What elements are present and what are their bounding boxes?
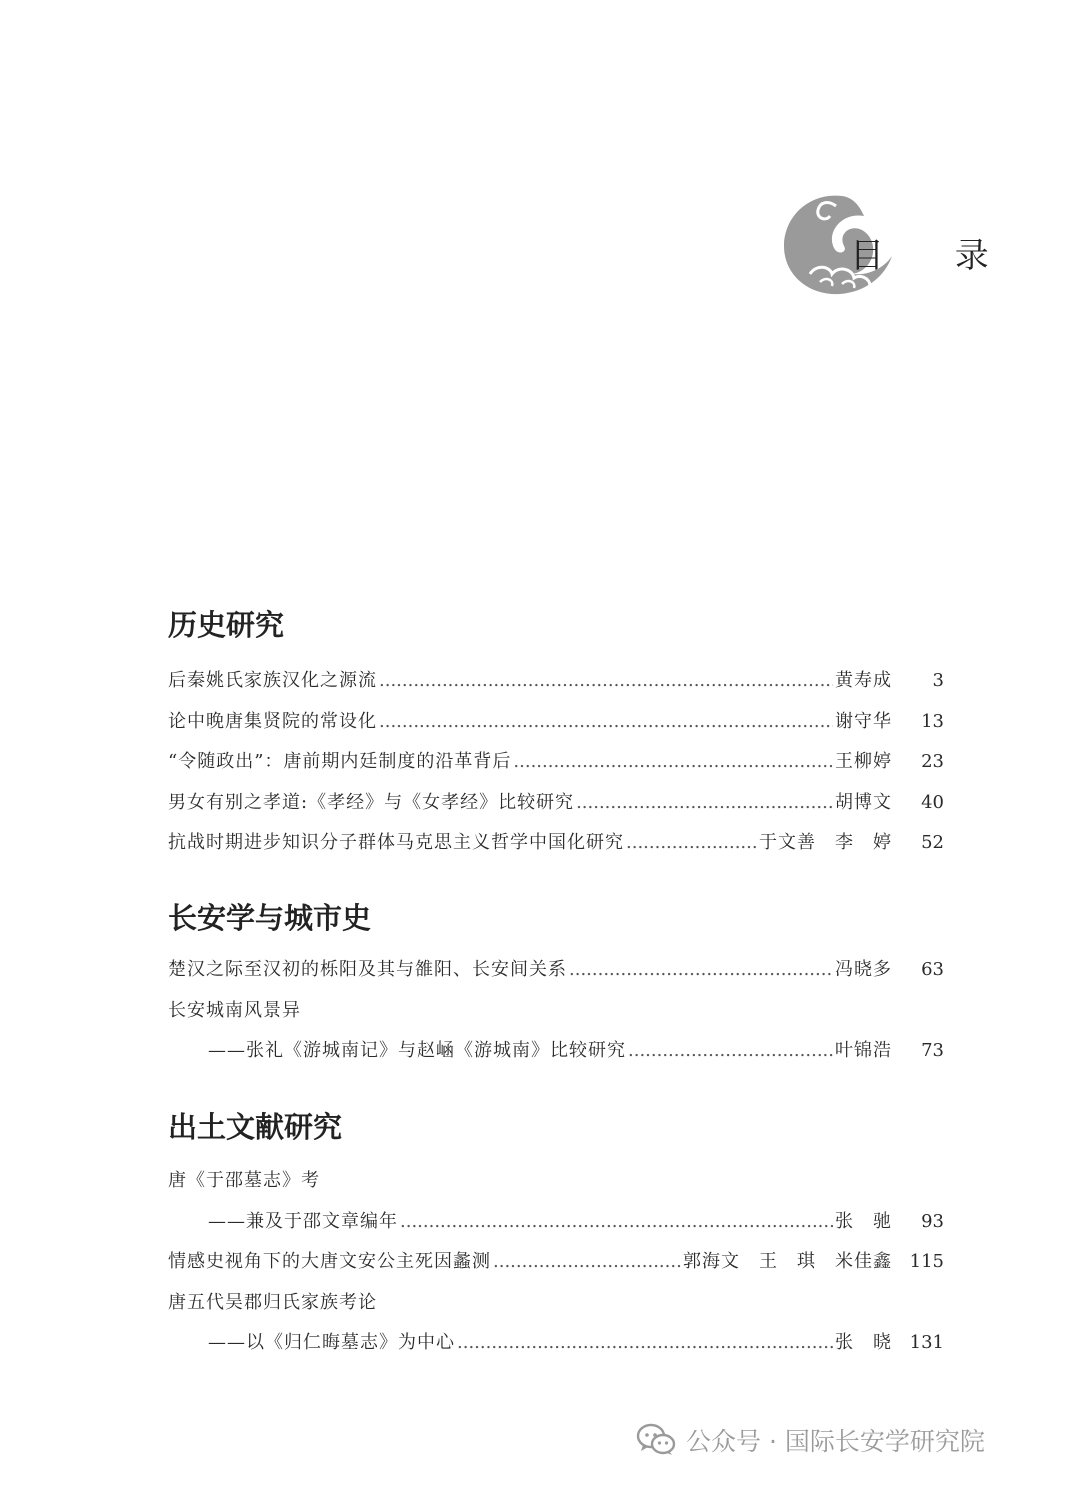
toc-entry [168, 1283, 944, 1324]
toc-entry [168, 783, 944, 824]
entry-page: 93 [921, 1210, 944, 1232]
toc-entry-subtitle [168, 1202, 944, 1243]
toc-section-excavated [168, 1107, 944, 1364]
toc-entry [168, 702, 944, 743]
entry-title: 唐《于邵墓志》考 [168, 1170, 320, 1191]
leader-dots [628, 1031, 833, 1072]
entry-author: 叶锦浩 [835, 1040, 892, 1061]
section-title: 长安学与城市史 [168, 901, 372, 935]
leader-dots [513, 742, 833, 783]
leader-dots [400, 1202, 833, 1243]
toc-entry-subtitle [168, 1031, 944, 1072]
entry-title: ——张礼《游城南记》与赵崡《游城南》比较研究 [208, 1040, 626, 1061]
leader-dots [493, 1242, 681, 1283]
entry-page: 115 [909, 1251, 944, 1272]
leader-dots [569, 950, 833, 991]
toc-entry [168, 1161, 944, 1202]
toc-entry [168, 991, 944, 1032]
entry-title: 长安城南风景异 [168, 999, 301, 1021]
leader-dots [576, 783, 833, 824]
entry-author: 张 晓 [835, 1332, 892, 1353]
entry-page: 52 [921, 832, 944, 853]
entry-author: 于文善 李 婷 [759, 832, 892, 853]
entry-page: 131 [909, 1332, 944, 1353]
entry-title: 论中晚唐集贤院的常设化 [168, 710, 377, 732]
entry-title: ——兼及于邵文章编年 [208, 1210, 398, 1232]
wechat-watermark [636, 1422, 985, 1458]
entry-title: “令随政出”：唐前期内廷制度的沿革背后 [168, 751, 512, 772]
entry-page: 73 [921, 1040, 944, 1061]
toc-entry-subtitle [168, 1323, 944, 1364]
leader-dots [457, 1323, 833, 1364]
toc-entry [168, 823, 944, 864]
entry-page: 3 [932, 670, 944, 691]
entry-title: 抗战时期进步知识分子群体马克思主义哲学中国化研究 [168, 832, 624, 853]
toc-title: 目 录 [850, 236, 1019, 276]
entry-title: 情感史视角下的大唐文安公主死因蠡测 [168, 1251, 491, 1272]
toc-section-history [168, 605, 944, 864]
toc-section-changan [168, 898, 944, 1072]
entry-author: 黄寿成 [835, 670, 892, 691]
toc-entry [168, 742, 944, 783]
entry-page: 13 [921, 710, 944, 732]
leader-dots [379, 702, 833, 743]
entry-author: 王柳婷 [835, 751, 892, 772]
entry-author: 谢守华 [835, 710, 892, 732]
leader-dots [626, 823, 757, 864]
wechat-icon [636, 1423, 676, 1457]
entry-author: 张 驰 [835, 1210, 892, 1232]
section-title: 出土文献研究 [168, 1110, 343, 1144]
entry-author: 冯晓多 [835, 959, 892, 980]
entry-title: 后秦姚氏家族汉化之源流 [168, 670, 377, 691]
entry-title: ——以《归仁晦墓志》为中心 [208, 1332, 455, 1353]
entry-page: 63 [921, 959, 944, 980]
toc-entry [168, 1242, 944, 1283]
leader-dots [379, 661, 833, 702]
watermark-text: 公众号 · 国际长安学研究院 [686, 1427, 985, 1456]
section-title: 历史研究 [168, 608, 285, 642]
entry-title: 楚汉之际至汉初的栎阳及其与雒阳、长安间关系 [168, 959, 567, 980]
entry-title: 唐五代吴郡归氏家族考论 [168, 1291, 377, 1313]
entry-author: 郭海文 王 琪 米佳鑫 [683, 1251, 892, 1272]
entry-page: 40 [921, 791, 944, 813]
toc-entry [168, 661, 944, 702]
toc-entry [168, 950, 944, 991]
entry-page: 23 [921, 751, 944, 772]
entry-author: 胡博文 [835, 791, 892, 813]
entry-title: 男女有别之孝道:《孝经》与《女孝经》比较研究 [168, 791, 575, 813]
